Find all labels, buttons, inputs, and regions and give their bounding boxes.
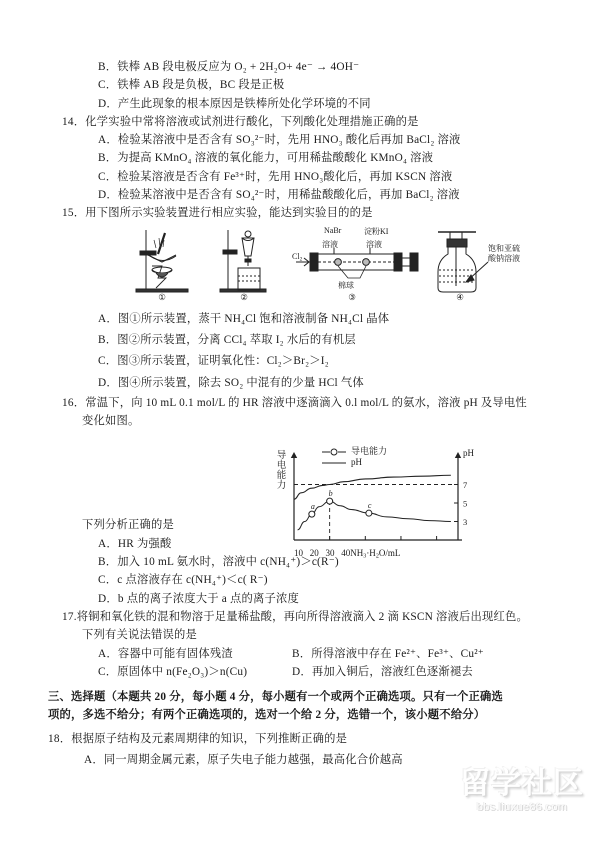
chart-y-axis-label: [276, 452, 287, 492]
q16-option-c: C．c 点溶液存在 c(NH₄⁺)＜c( R⁻): [98, 574, 268, 587]
chart-y-axis-label-text: 导电能力: [276, 451, 287, 491]
q14-option-a: A．检验某溶液中是否含有 SO₃²⁻时，先用 HNO₃ 酸化后再加 BaCl₂ 溶液: [98, 134, 461, 147]
label-cotton: 棉球: [338, 280, 354, 290]
legend-entry-ph: [322, 457, 387, 468]
q17-option-a: A．容器中可能有固体残渣: [98, 647, 233, 660]
legend-entry-conductivity: [322, 446, 387, 457]
q17-stem-line2: 下列有关说法错误的是: [82, 629, 197, 642]
q17-option-b: B．所得溶液中存在 Fe²⁺、Fe³⁺、Cu²⁺: [292, 647, 484, 660]
q15-option-a: A．图①所示装置，蒸干 NH₄Cl 饱和溶液制备 NH₄Cl 晶体: [98, 312, 390, 325]
chart-x-axis: [294, 548, 400, 560]
q13-option-d: D．产生此现象的根本原因是铁棒所处化学环境的不同: [98, 97, 371, 110]
apparatus-caption-2: ②: [240, 291, 248, 302]
q15-option-d: D．图④所示装置，除去 SO₂ 中混有的少量 HCl 气体: [98, 376, 364, 389]
label-solution-left: 溶液: [322, 239, 338, 249]
q17-option-d: D．再加入铜后，溶液红色逐渐褪去: [292, 665, 473, 678]
exam-content: [48, 58, 532, 769]
svg-text:5: 5: [463, 498, 468, 509]
q16-chart: [276, 448, 476, 560]
apparatus-caption-1: ①: [158, 291, 166, 302]
q17-options-row-2: [62, 663, 532, 681]
label-nabr: NaBr: [324, 225, 342, 235]
question-18: 18．根据原子结构及元素周期律的知识，下列推断正确的是: [48, 732, 348, 745]
q15-option-c: C．图③所示装置，证明氧化性：Cl₂＞Br₂＞I₂: [98, 355, 329, 368]
q17-option-c: C．原固体中 n(Fe₂O₃)＞n(Cu): [98, 665, 248, 678]
section-3-heading-line2: 项的，多选不给分；有两个正确选项的，选对一个给 2 分，选错一个，该小题不给分）: [48, 709, 486, 722]
legend-label-ph: pH: [351, 457, 362, 468]
apparatus-3-svg: [294, 248, 424, 288]
legend-marker-circle-open: [322, 448, 348, 456]
pointer-arrow-icon: [462, 260, 492, 286]
q17-options-row-1: [62, 645, 532, 663]
q14-option-d: D．检验某溶液中是否含有 SO₄²⁻时，用稀盐酸酸化后，再加 BaCl₂ 溶液: [98, 189, 460, 202]
label-starch-ki: 淀粉KI: [364, 226, 389, 236]
q16-option-a: A．HR 为强酸: [98, 537, 172, 550]
section-3-heading-line1: 三、选择题（本题共 20 分，每小题 4 分，每小题有一个或两个正确选项。只有一个正确选: [48, 691, 504, 704]
chart-x-axis-label: $NH_3\cdot H_2O/mL$: [350, 548, 401, 560]
q15-apparatus-figure: [132, 226, 532, 308]
q14-option-b: B．为提高 KMnO₄ 溶液的氧化能力，可用稀盐酸酸化 KMnO₄ 溶液: [98, 152, 434, 165]
q16-stem-line2: 变化如图。: [82, 415, 140, 428]
watermark: [452, 768, 592, 840]
q16-lead: 下列分析正确的是: [82, 519, 174, 532]
label-cl2: $Cl_2$: [292, 251, 303, 263]
question-17: 17.将铜和氧化铁的混和物溶于足量稀盐酸，再向所得溶液滴入 2 滴 KSCN 溶液后出现红色。: [62, 610, 529, 623]
chart-xtick-20: 20: [309, 548, 319, 559]
apparatus-caption-4: ④: [456, 291, 464, 302]
legend-label-conductivity: 导电能力: [351, 446, 388, 456]
apparatus-4-wash-bottle: [432, 226, 528, 300]
apparatus-1-evaporating-dish: [132, 226, 210, 300]
question-14: 14．化学实验中常将溶液或试剂进行酸化，下列酸化处理措施正确的是: [62, 115, 419, 128]
q13-option-b: B．铁棒 AB 段电极反应为 O₂ + 2H₂O+ 4e⁻ → 4OH⁻: [98, 61, 360, 73]
label-bottle-solution: 饱和亚硫 酸钠溶液: [488, 243, 520, 263]
svg-text:b: b: [328, 489, 333, 499]
q16-option-d: D．b 点的离子浓度大于 a 点的离子浓度: [98, 592, 299, 605]
q14-option-c: C．检验某溶液是否含有 Fe³⁺时，先用 HNO₃酸化后，再加 KSCN 溶液: [98, 170, 453, 183]
question-15: 15．用下图所示实验装置进行相应实验，能达到实验目的的是: [62, 207, 373, 220]
question-16: 16．常温下，向 10 mL 0.1 mol/L 的 HR 溶液中逐滴滴入 0.l mol/L 的氨水，溶液 pH 及导电性: [62, 396, 527, 409]
watermark-url-text: bbs.liuxue86.com: [476, 800, 568, 813]
apparatus-3-gas-tube: [292, 226, 424, 300]
chart-legend: [322, 446, 387, 469]
svg-text:a: a: [310, 502, 315, 512]
q18-option-a: A．同一周期金属元素，原子失电子能力越强，最高化合价越高: [84, 754, 403, 767]
q15-option-b: B．图②所示装置，分离 CCl₄ 萃取 I₂ 水后的有机层: [98, 333, 356, 346]
label-solution-right: 溶液: [366, 239, 382, 249]
svg-text:c: c: [367, 501, 372, 511]
q16-option-b: B．加入 10 mL 氨水时，溶液中 c(NH₄⁺)＞c(R⁻): [98, 556, 339, 569]
svg-text:3: 3: [463, 516, 468, 527]
apparatus-2-separating-funnel: [218, 226, 284, 300]
svg-text:7: 7: [463, 479, 468, 490]
watermark-main-text: 留学社区: [460, 767, 584, 800]
chart-xtick-30: 30: [325, 548, 335, 559]
chart-xtick-10: 10: [294, 548, 303, 559]
q13-option-c: C．铁棒 AB 段是负极，BC 段是正极: [98, 79, 285, 92]
chart-y2-axis-label: pH: [463, 448, 474, 458]
apparatus-caption-3: ③: [348, 291, 356, 302]
chart-xtick-40: 40: [341, 548, 351, 559]
legend-marker-line: [322, 459, 348, 467]
